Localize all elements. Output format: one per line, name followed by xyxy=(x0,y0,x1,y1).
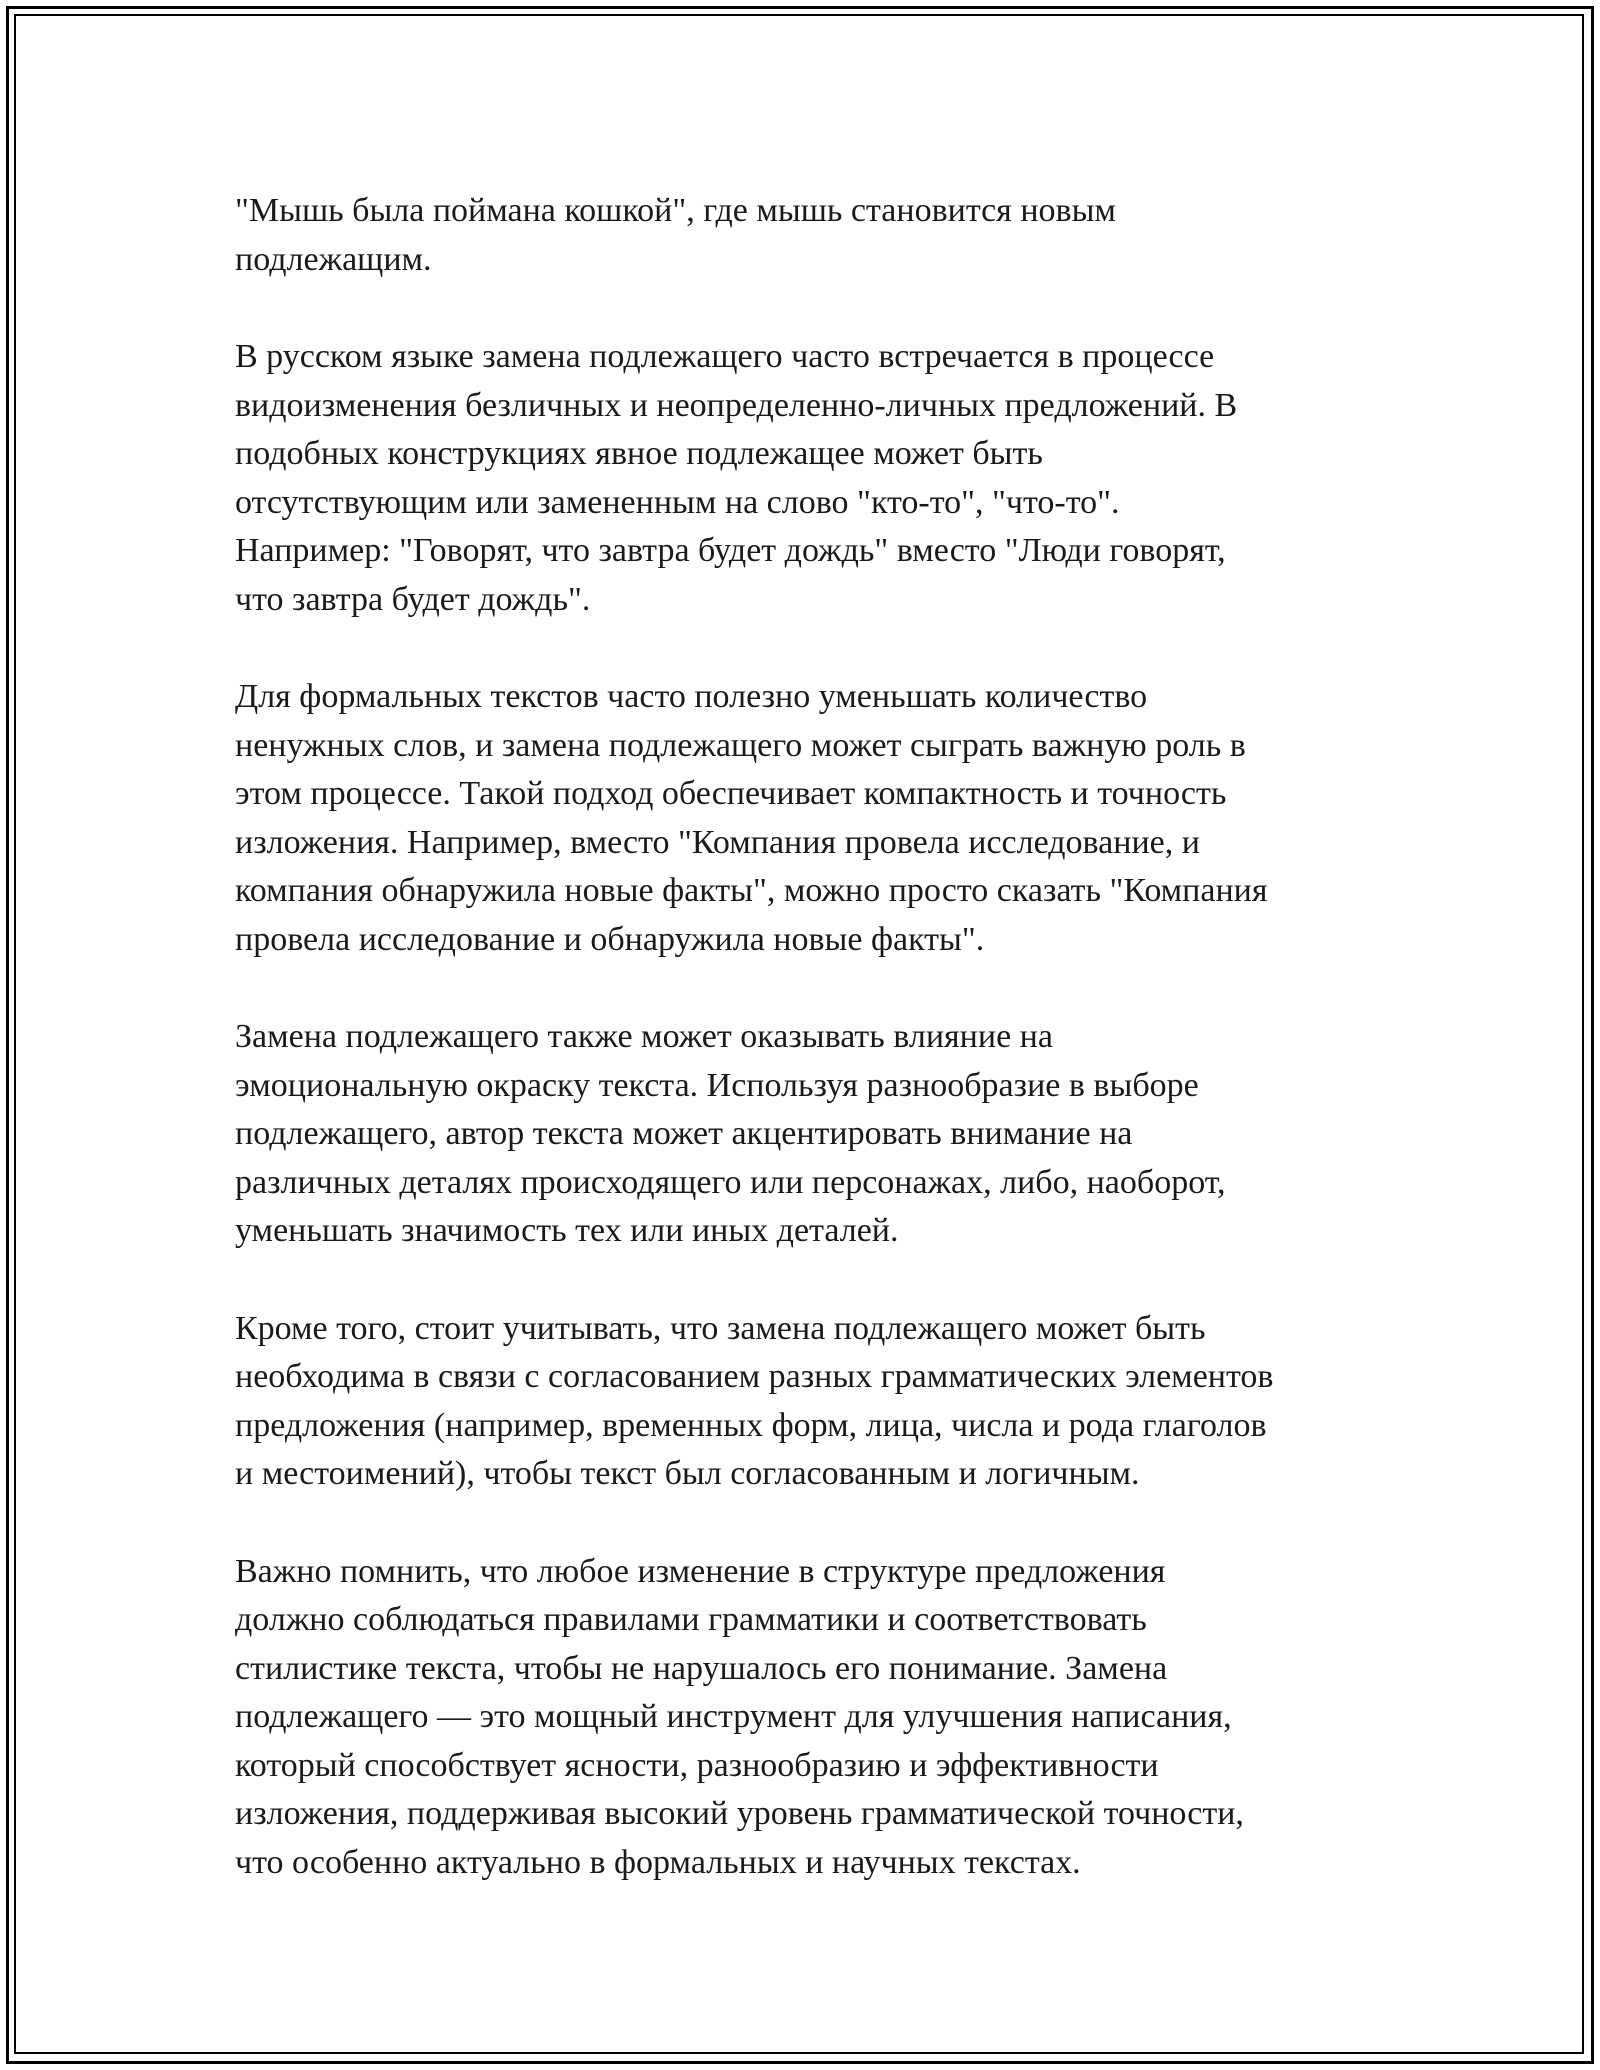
text-line: эмоциональную окраску текста. Используя разнообразие в выборе xyxy=(235,1066,1199,1104)
text-line: Важно помнить, что любое изменение в структуре предложения xyxy=(235,1552,1166,1590)
paragraph-3 xyxy=(235,673,1375,964)
text-line: изложения, поддерживая высокий уровень грамматической точности, xyxy=(235,1795,1244,1832)
document-body xyxy=(235,187,1375,1887)
text-line: "Мышь была поймана кошкой", где мышь становится новым xyxy=(235,192,1116,229)
text-line: уменьшать значимость тех или иных деталей. xyxy=(235,1212,899,1249)
text-line: что завтра будет дождь". xyxy=(235,580,591,618)
text-line: компания обнаружила новые факты", можно просто сказать "Компания xyxy=(235,872,1268,909)
text-line: Например: "Говорят, что завтра будет дождь" вместо "Люди говорят, xyxy=(235,532,1226,569)
paragraph-2 xyxy=(235,333,1375,624)
text-line: подобных конструкциях явное подлежащее может быть xyxy=(235,435,1043,472)
text-line: Кроме того, стоит учитывать, что замена подлежащего может быть xyxy=(235,1309,1206,1347)
text-line: Для формальных текстов часто полезно уменьшать количество xyxy=(235,678,1148,715)
text-line: провела исследование и обнаружила новые факты". xyxy=(235,920,985,958)
text-line: предложения (например, временных форм, лица, числа и рода глаголов xyxy=(235,1406,1267,1444)
text-line: и местоимений), чтобы текст был согласованным и логичным. xyxy=(235,1455,1140,1492)
paragraph-6 xyxy=(235,1548,1375,1888)
text-line: этом процессе. Такой подход обеспечивает компактность и точность xyxy=(235,775,1227,812)
text-line: который способствует ясности, разнообразию и эффективности xyxy=(235,1746,1159,1784)
text-line: видоизменения безличных и неопределенно-личных предложений. В xyxy=(235,386,1238,424)
text-line: подлежащим. xyxy=(235,240,432,278)
text-line: ненужных слов, и замена подлежащего может сыграть важную роль в xyxy=(235,726,1246,764)
text-line: должно соблюдаться правилами грамматики и соответствовать xyxy=(235,1601,1147,1638)
paragraph-4 xyxy=(235,1013,1375,1256)
text-line: отсутствующим или замененным на слово "кто-то", "что-то". xyxy=(235,483,1120,521)
paragraph-5 xyxy=(235,1305,1375,1499)
text-line: различных деталях происходящего или персонажах, либо, наоборот, xyxy=(235,1163,1226,1201)
text-line: Замена подлежащего также может оказывать влияние на xyxy=(235,1018,1053,1055)
text-line: необходима в связи с согласованием разных грамматических элементов xyxy=(235,1358,1274,1395)
text-line: что особенно актуально в формальных и научных текстах. xyxy=(235,1843,1081,1881)
text-line: изложения. Например, вместо "Компания провела исследование, и xyxy=(235,823,1200,861)
paragraph-1 xyxy=(235,187,1375,284)
text-line: стилистике текста, чтобы не нарушалось его понимание. Замена xyxy=(235,1649,1168,1687)
text-line: В русском языке замена подлежащего часто встречается в процессе xyxy=(235,338,1215,375)
text-line: подлежащего — это мощный инструмент для улучшения написания, xyxy=(235,1698,1232,1735)
text-line: подлежащего, автор текста может акцентировать внимание на xyxy=(235,1115,1133,1152)
